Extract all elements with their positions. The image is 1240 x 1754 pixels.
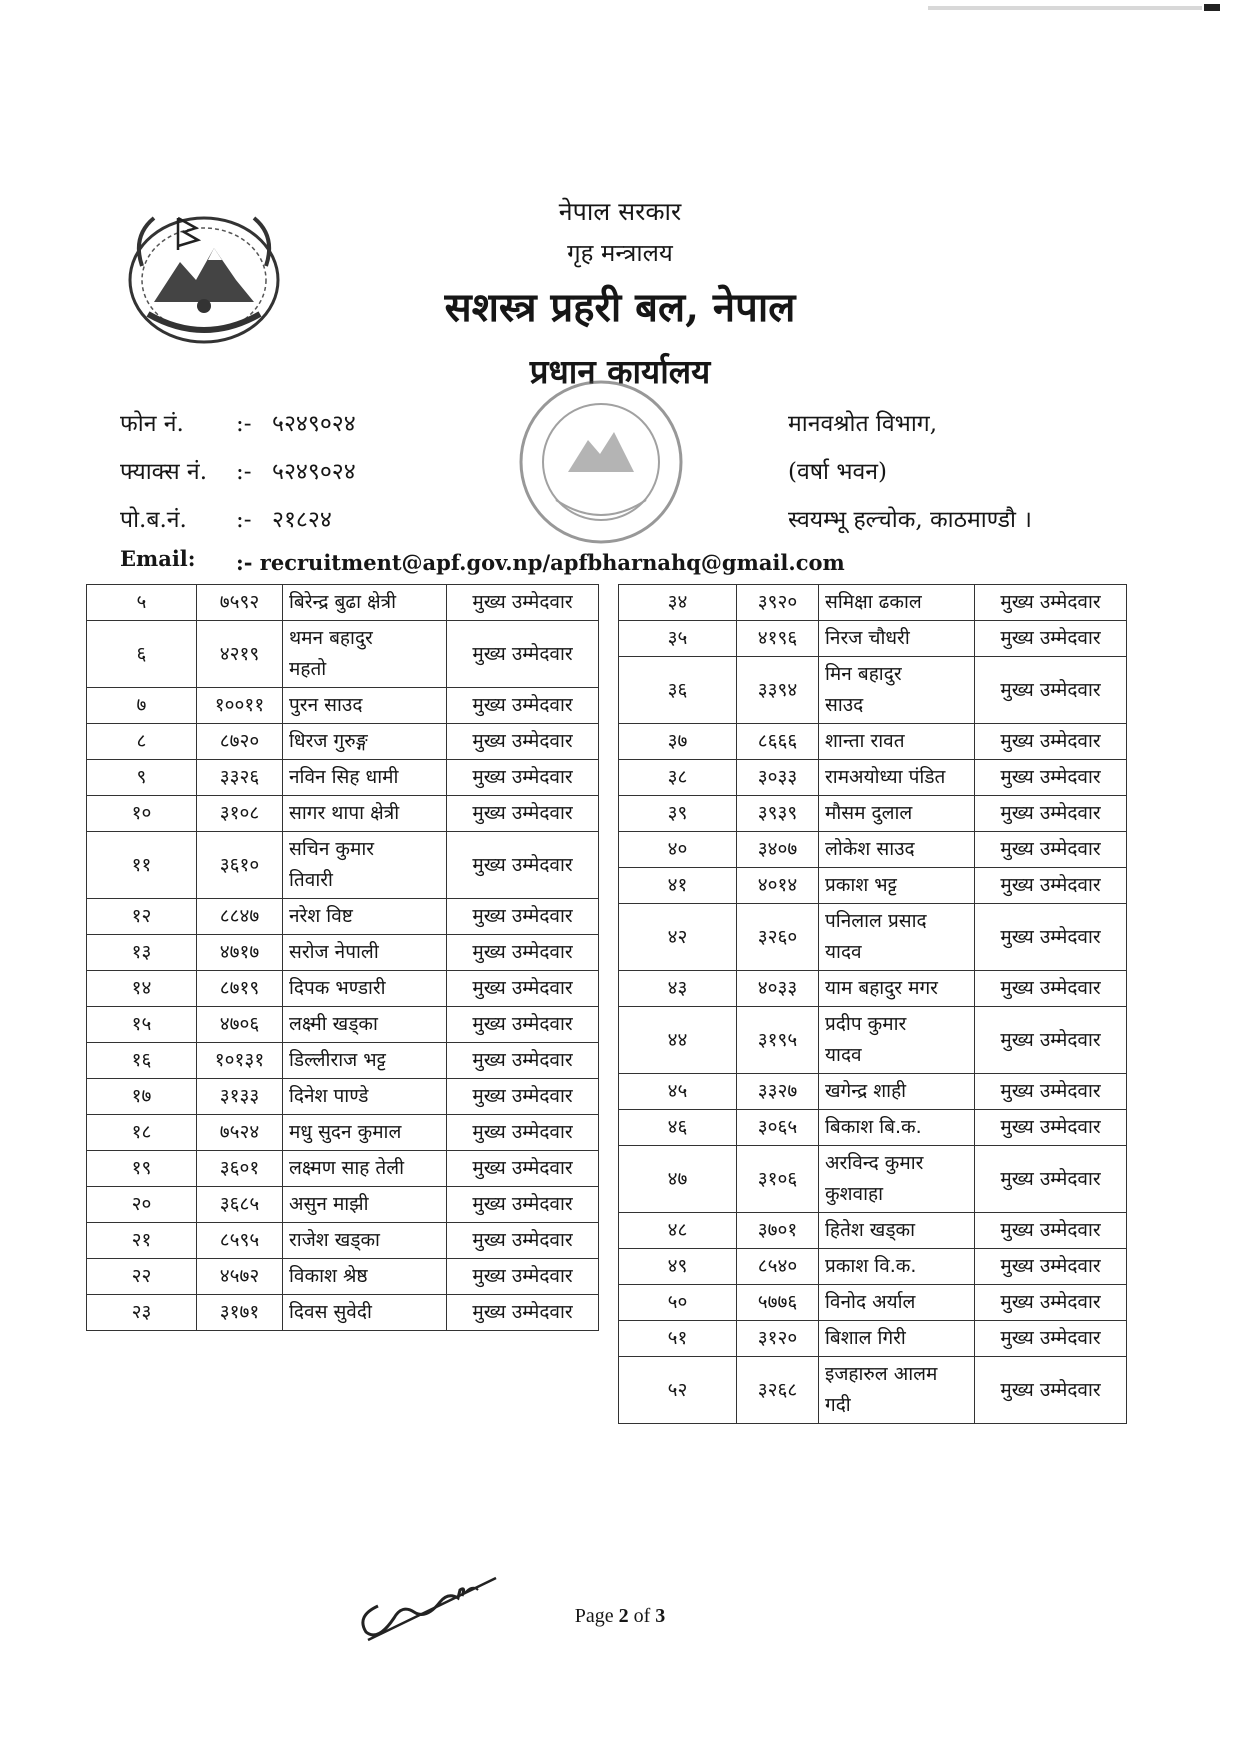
table-row [87,724,599,760]
roll-number-cell: ३१७१ [197,1295,283,1331]
candidate-name-cell: मिन बहादुर साउद [819,657,975,724]
serial-number-cell: ४६ [619,1110,737,1146]
candidate-status-cell: मुख्य उम्मेदवार [447,971,599,1007]
table-row [87,760,599,796]
candidate-name-cell: पनिलाल प्रसाद यादव [819,904,975,971]
candidate-name-cell: शान्ता रावत [819,724,975,760]
roll-number-cell: ३९३९ [737,796,819,832]
candidate-status-cell: मुख्य उम्मेदवार [975,760,1127,796]
table-row [619,1285,1127,1321]
table-row [619,760,1127,796]
serial-number-cell: १७ [87,1079,197,1115]
table-row [87,1187,599,1223]
candidate-name-cell: इजहारुल आलम गदी [819,1357,975,1424]
scan-edge-mark [928,6,1202,10]
table-row [619,1110,1127,1146]
table-row [619,971,1127,1007]
roll-number-cell: ३०३३ [737,760,819,796]
roll-number-cell: ८७२० [197,724,283,760]
candidate-status-cell: मुख्य उम्मेदवार [975,1249,1127,1285]
serial-number-cell: १९ [87,1151,197,1187]
roll-number-cell: १०१३१ [197,1043,283,1079]
department-building: (वर्षा भवन) [788,459,888,485]
serial-number-cell: ४१ [619,868,737,904]
serial-number-cell: ६ [87,621,197,688]
pobox-separator: :- [236,507,252,533]
candidate-status-cell: मुख्य उम्मेदवार [447,1295,599,1331]
candidate-name-cell: असुन माझी [283,1187,447,1223]
phone-row [120,406,356,438]
table-row [619,832,1127,868]
roll-number-cell: ७५२४ [197,1115,283,1151]
roll-number-cell: ३१२० [737,1321,819,1357]
serial-number-cell: २० [87,1187,197,1223]
page-of: of [633,1605,651,1627]
serial-number-cell: १२ [87,899,197,935]
table-row [87,899,599,935]
candidate-status-cell: मुख्य उम्मेदवार [447,760,599,796]
pobox-row [120,502,332,534]
roll-number-cell: ४०३३ [737,971,819,1007]
candidate-status-cell: मुख्य उम्मेदवार [447,796,599,832]
candidate-name-cell: हितेश खड्का [819,1213,975,1249]
table-row [87,1115,599,1151]
serial-number-cell: ४३ [619,971,737,1007]
roll-number-cell: ३३२६ [197,760,283,796]
page-word: Page [574,1605,614,1627]
department-name: मानवश्रोत विभाग, [788,411,938,437]
roll-number-cell: ३६८५ [197,1187,283,1223]
serial-number-cell: ११ [87,832,197,899]
candidate-name-cell: सरोज नेपाली [283,935,447,971]
candidate-name-cell: धिरज गुरुङ्ग [283,724,447,760]
phone-label: फोन नं. [120,411,184,437]
roll-number-cell: ८५९५ [197,1223,283,1259]
email-address[interactable]: recruitment@apf.gov.np/apfbharnahq@gmail.com [259,550,845,575]
candidate-name-cell: राजेश खड्का [283,1223,447,1259]
candidate-status-cell: मुख्य उम्मेदवार [975,621,1127,657]
candidate-status-cell: मुख्य उम्मेदवार [975,1285,1127,1321]
table-row [619,1321,1127,1357]
candidate-name-cell: लोकेश साउद [819,832,975,868]
serial-number-cell: ४४ [619,1007,737,1074]
candidate-status-cell: मुख्य उम्मेदवार [975,1007,1127,1074]
candidate-status-cell: मुख्य उम्मेदवार [447,832,599,899]
serial-number-cell: १४ [87,971,197,1007]
serial-number-cell: ४२ [619,904,737,971]
candidate-status-cell: मुख्य उम्मेदवार [975,724,1127,760]
serial-number-cell: २२ [87,1259,197,1295]
candidate-status-cell: मुख्य उम्मेदवार [975,904,1127,971]
candidate-name-cell: निरज चौधरी [819,621,975,657]
table-row [619,1357,1127,1424]
fax-label: फ्याक्स नं. [120,459,208,485]
roll-number-cell: ८५४० [737,1249,819,1285]
candidate-status-cell: मुख्य उम्मेदवार [975,657,1127,724]
serial-number-cell: ३४ [619,585,737,621]
candidate-name-cell: नविन सिह धामी [283,760,447,796]
serial-number-cell: ३७ [619,724,737,760]
candidate-name-cell: बिशाल गिरी [819,1321,975,1357]
table-row [87,1079,599,1115]
roll-number-cell: ३१०८ [197,796,283,832]
table-row [619,657,1127,724]
roll-number-cell: ३६०१ [197,1151,283,1187]
table-row [619,1146,1127,1213]
serial-number-cell: ३९ [619,796,737,832]
candidate-name-cell: नरेश विष्ट [283,899,447,935]
candidate-name-cell: दिनेश पाण्डे [283,1079,447,1115]
candidate-name-cell: अरविन्द कुमार कुशवाहा [819,1146,975,1213]
serial-number-cell: ५२ [619,1357,737,1424]
table-row [87,796,599,832]
candidate-status-cell: मुख्य उम्मेदवार [447,1043,599,1079]
roll-number-cell: ३९२० [737,585,819,621]
candidate-name-cell: सचिन कुमार तिवारी [283,832,447,899]
phone-number: ५२४९०२४ [272,411,356,437]
candidate-name-cell: प्रकाश वि.क. [819,1249,975,1285]
candidate-status-cell: मुख्य उम्मेदवार [975,1321,1127,1357]
serial-number-cell: ५० [619,1285,737,1321]
office-stamp-icon [496,370,706,550]
candidate-status-cell: मुख्य उम्मेदवार [447,1079,599,1115]
serial-number-cell: ३६ [619,657,737,724]
page-current: 2 [618,1605,629,1627]
candidate-name-cell: विनोद अर्याल [819,1285,975,1321]
serial-number-cell: ४९ [619,1249,737,1285]
candidate-status-cell: मुख्य उम्मेदवार [447,1007,599,1043]
roll-number-cell: ८८४७ [197,899,283,935]
candidate-name-cell: प्रदीप कुमार यादव [819,1007,975,1074]
table-row [619,796,1127,832]
table-row [87,1151,599,1187]
serial-number-cell: ८ [87,724,197,760]
table-row [619,1007,1127,1074]
office-name: प्रधान कार्यालय [529,352,711,391]
serial-number-cell: ४८ [619,1213,737,1249]
page-total: 3 [655,1605,666,1627]
roll-number-cell: ४७१७ [197,935,283,971]
roll-number-cell: ३१०६ [737,1146,819,1213]
pobox-label: पो.ब.नं. [120,507,187,533]
email-separator: :- [236,550,253,575]
department-address: स्वयम्भू हल्चोक, काठमाण्डौ । [788,507,1032,533]
fax-number: ५२४९०२४ [272,459,356,485]
candidate-name-cell: डिल्लीराज भट्ट [283,1043,447,1079]
candidate-status-cell: मुख्य उम्मेदवार [447,935,599,971]
government-name: नेपाल सरकार [558,197,682,226]
candidate-name-cell: थमन बहादुर महतो [283,621,447,688]
candidate-name-cell: लक्ष्मण साह तेली [283,1151,447,1187]
candidate-name-cell: विकाश श्रेष्ठ [283,1259,447,1295]
candidate-name-cell: पुरन साउद [283,688,447,724]
candidate-name-cell: खगेन्द्र शाही [819,1074,975,1110]
roll-number-cell: ३१३३ [197,1079,283,1115]
serial-number-cell: ४५ [619,1074,737,1110]
candidate-status-cell: मुख्य उम्मेदवार [975,832,1127,868]
table-row [87,621,599,688]
candidate-status-cell: मुख्य उम्मेदवार [975,1110,1127,1146]
email-label: Email: [120,546,196,571]
phone-separator: :- [236,411,252,437]
serial-number-cell: २१ [87,1223,197,1259]
candidate-status-cell: मुख्य उम्मेदवार [975,1146,1127,1213]
candidate-status-cell: मुख्य उम्मेदवार [447,1115,599,1151]
roll-number-cell: ४१९६ [737,621,819,657]
fax-row [120,454,356,486]
table-row [87,1295,599,1331]
table-row [619,621,1127,657]
serial-number-cell: १३ [87,935,197,971]
candidate-name-cell: प्रकाश भट्ट [819,868,975,904]
candidate-status-cell: मुख्य उम्मेदवार [975,868,1127,904]
candidate-status-cell: मुख्य उम्मेदवार [447,1151,599,1187]
roll-number-cell: ३४०७ [737,832,819,868]
table-row [619,904,1127,971]
candidate-status-cell: मुख्य उम्मेदवार [447,724,599,760]
roll-number-cell: ३२६० [737,904,819,971]
roll-number-cell: ३३९४ [737,657,819,724]
table-row [619,724,1127,760]
table-row [87,935,599,971]
candidate-status-cell: मुख्य उम्मेदवार [975,796,1127,832]
serial-number-cell: ४७ [619,1146,737,1213]
table-row [87,1007,599,1043]
roll-number-cell: ४२१९ [197,621,283,688]
table-row [87,585,599,621]
page-indicator [0,1605,1240,1628]
candidate-name-cell: रामअयोध्या पंडित [819,760,975,796]
candidate-status-cell: मुख्य उम्मेदवार [447,1187,599,1223]
serial-number-cell: ३५ [619,621,737,657]
candidate-status-cell: मुख्य उम्मेदवार [975,971,1127,1007]
table-row [87,688,599,724]
email-row [236,550,845,575]
table-row [87,1259,599,1295]
candidate-status-cell: मुख्य उम्मेदवार [447,585,599,621]
roll-number-cell: ३६१० [197,832,283,899]
candidate-name-cell: सागर थापा क्षेत्री [283,796,447,832]
table-row [619,1074,1127,1110]
pobox-number: २१८२४ [272,507,332,533]
candidate-status-cell: मुख्य उम्मेदवार [975,1357,1127,1424]
candidate-name-cell: मधु सुदन कुमाल [283,1115,447,1151]
roll-number-cell: ४५७२ [197,1259,283,1295]
candidate-table-left [86,584,599,1331]
table-row [619,585,1127,621]
table-row [87,971,599,1007]
serial-number-cell: २३ [87,1295,197,1331]
roll-number-cell: ४०१४ [737,868,819,904]
candidate-status-cell: मुख्य उम्मेदवार [975,1213,1127,1249]
serial-number-cell: १५ [87,1007,197,1043]
table-row [619,1249,1127,1285]
roll-number-cell: ३२६८ [737,1357,819,1424]
roll-number-cell: ३१९५ [737,1007,819,1074]
roll-number-cell: १००११ [197,688,283,724]
serial-number-cell: ९ [87,760,197,796]
table-row [87,1223,599,1259]
serial-number-cell: १८ [87,1115,197,1151]
roll-number-cell: ८६६६ [737,724,819,760]
table-row [619,1213,1127,1249]
roll-number-cell: ३७०१ [737,1213,819,1249]
candidate-status-cell: मुख्य उम्मेदवार [447,1259,599,1295]
candidate-status-cell: मुख्य उम्मेदवार [447,621,599,688]
table-row [87,1043,599,1079]
candidate-name-cell: समिक्षा ढकाल [819,585,975,621]
candidate-status-cell: मुख्य उम्मेदवार [975,1074,1127,1110]
table-row [619,868,1127,904]
table-row [87,832,599,899]
scan-edge-dot [1204,4,1220,11]
serial-number-cell: ४० [619,832,737,868]
candidate-table-right [618,584,1127,1424]
roll-number-cell: ४७०६ [197,1007,283,1043]
candidate-name-cell: बिरेन्द्र बुढा क्षेत्री [283,585,447,621]
roll-number-cell: ८७१९ [197,971,283,1007]
ministry-name: गृह मन्त्रालय [567,239,673,267]
fax-separator: :- [236,459,252,485]
roll-number-cell: ३३२७ [737,1074,819,1110]
roll-number-cell: ३०६५ [737,1110,819,1146]
candidate-name-cell: याम बहादुर मगर [819,971,975,1007]
candidate-status-cell: मुख्य उम्मेदवार [447,1223,599,1259]
serial-number-cell: ३८ [619,760,737,796]
serial-number-cell: ७ [87,688,197,724]
candidate-name-cell: दिवस सुवेदी [283,1295,447,1331]
roll-number-cell: ५७७६ [737,1285,819,1321]
serial-number-cell: ५ [87,585,197,621]
candidate-name-cell: मौसम दुलाल [819,796,975,832]
organization-title: सशस्त्र प्रहरी बल, नेपाल [444,284,796,331]
serial-number-cell: १० [87,796,197,832]
candidate-name-cell: बिकाश बि.क. [819,1110,975,1146]
candidate-name-cell: दिपक भण्डारी [283,971,447,1007]
serial-number-cell: १६ [87,1043,197,1079]
candidate-status-cell: मुख्य उम्मेदवार [975,585,1127,621]
serial-number-cell: ५१ [619,1321,737,1357]
roll-number-cell: ७५९२ [197,585,283,621]
candidate-status-cell: मुख्य उम्मेदवार [447,899,599,935]
candidate-name-cell: लक्ष्मी खड्का [283,1007,447,1043]
candidate-status-cell: मुख्य उम्मेदवार [447,688,599,724]
